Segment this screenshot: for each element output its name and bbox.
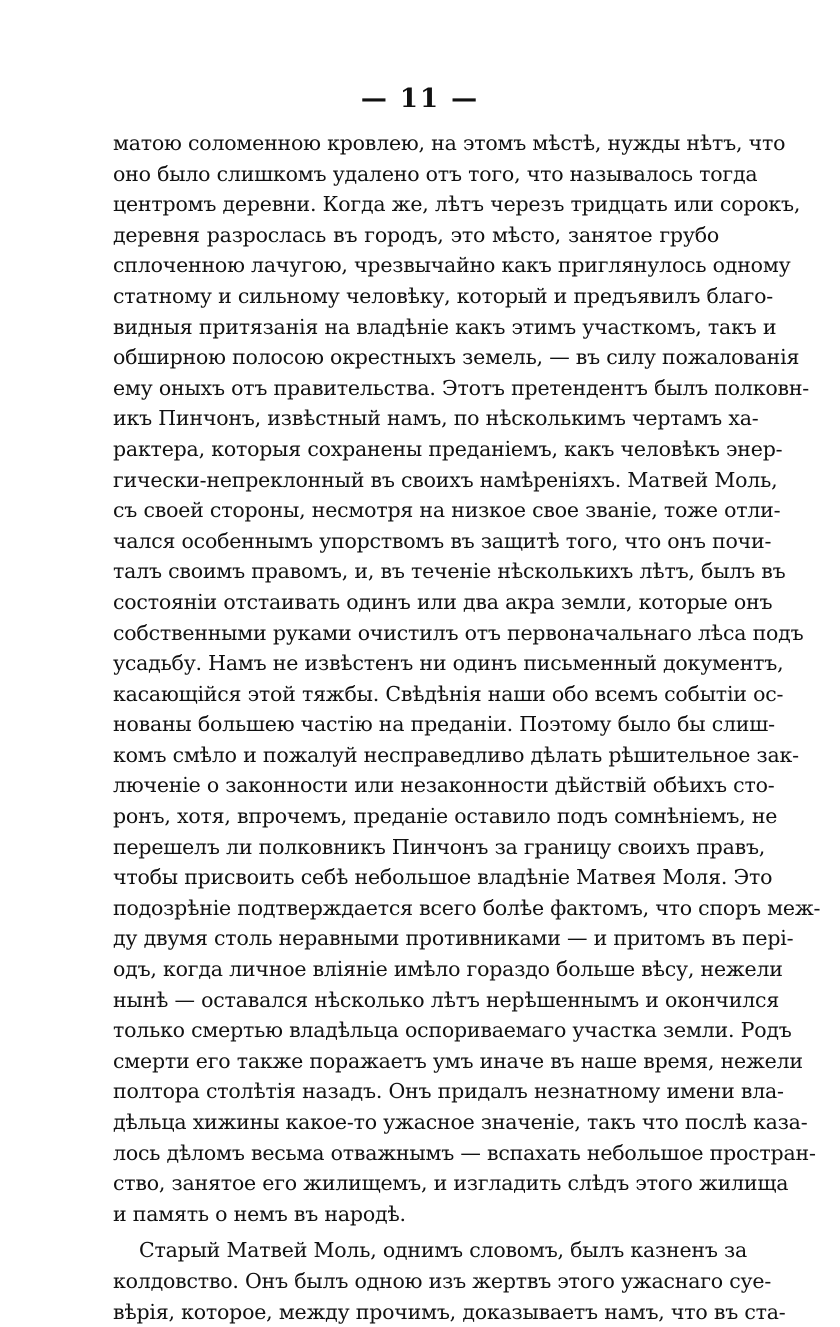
text-line: ронъ, хотя, впрочемъ, преданіе оставило подъ сомнѣніемъ, не: [113, 804, 778, 829]
text-line: матою соломенною кровлею, на этомъ мѣстѣ, нужды нѣтъ, что: [113, 131, 786, 155]
text-line: усадьбу. Намъ не извѣстенъ ни одинъ письменный документъ,: [113, 651, 784, 676]
text-line: рактера, которыя сохранены преданіемъ, какъ человѣкъ энер-: [113, 436, 783, 461]
text-line: перешелъ ли полковникъ Пинчонъ за границу своихъ правъ,: [113, 834, 766, 859]
text-line: только смертью владѣльца оспориваемаго участка земли. Родъ: [113, 1018, 792, 1043]
text-line: видныя притязанія на владѣніе какъ этимъ участкомъ, такъ и: [113, 314, 777, 339]
text-line: полтора столѣтія назадъ. Онъ придалъ незнатному имени вла-: [113, 1079, 784, 1104]
text-line: центромъ деревни. Когда же, лѣтъ черезъ тридцать или сорокъ,: [113, 192, 801, 217]
text-line: обширною полосою окрестныхъ земель, — въ силу пожалованія: [113, 345, 800, 370]
page-number: — 11 —: [360, 84, 480, 114]
text-line: и память о немъ въ народѣ.: [113, 1201, 406, 1226]
body-text: [113, 128, 821, 1327]
text-line: собственными руками очистилъ отъ первоначальнаго лѣса подъ: [113, 620, 804, 645]
text-line: подозрѣніе подтверждается всего болѣе фактомъ, что споръ меж-: [113, 895, 821, 920]
text-line: колдовство. Онъ былъ одною изъ жертвъ этого ужаснаго суе-: [113, 1268, 772, 1293]
text-line: одъ, когда личное вліяніе имѣло гораздо больше вѣсу, нежели: [113, 957, 783, 982]
text-line: люченіе о законности или незаконности дѣйствій обѣихъ сто-: [113, 773, 775, 798]
text-line: дѣльца хижины какое-то ужасное значеніе, такъ что послѣ каза-: [113, 1110, 808, 1134]
text-line: ему оныхъ отъ правительства. Этотъ претендентъ былъ полковн-: [113, 375, 810, 400]
text-line: ство, занятое его жилищемъ, и изгладить слѣдъ этого жилища: [113, 1171, 789, 1196]
text-line: вѣрія, которое, между прочимъ, доказываетъ намъ, что въ ста-: [113, 1299, 786, 1324]
text-line: Старый Матвей Моль, однимъ словомъ, былъ казненъ за: [139, 1238, 748, 1263]
paragraph-2: [113, 1235, 786, 1327]
text-line: икъ Пинчонъ, извѣстный намъ, по нѣсколькимъ чертамъ ха-: [113, 406, 759, 431]
text-line: касающійся этой тяжбы. Свѣдѣнія наши обо всемъ событіи ос-: [113, 681, 784, 706]
text-line: оно было слишкомъ удалено отъ того, что называлось тогда: [113, 161, 758, 186]
text-line: чтобы присвоить себѣ небольшое владѣніе Матвея Моля. Это: [113, 865, 773, 890]
text-line: состояніи отстаивать одинъ или два акра земли, которые онъ: [113, 589, 773, 614]
text-line: чался особеннымъ упорствомъ въ защитѣ того, что онъ почи-: [113, 528, 772, 553]
text-line: ду двумя столь неравными противниками — и притомъ въ пері-: [113, 926, 794, 951]
text-line: гически-непреклонный въ своихъ намѣреніяхъ. Матвей Моль,: [113, 467, 778, 492]
text-line: съ своей стороны, несмотря на низкое свое званіе, тоже отли-: [113, 498, 781, 523]
text-line: сплоченною лачугою, чрезвычайно какъ приглянулось одному: [113, 253, 791, 278]
text-line: комъ смѣло и пожалуй несправедливо дѣлать рѣшительное зак-: [113, 742, 799, 767]
text-line: статному и сильному человѣку, который и предъявилъ благо-: [113, 283, 773, 308]
text-line: лось дѣломъ весьма отважнымъ — вспахать небольшое простран-: [113, 1140, 816, 1165]
text-line: деревня разрослась въ городъ, это мѣсто, занятое грубо: [113, 222, 719, 247]
text-line: талъ своимъ правомъ, и, въ теченіе нѣсколькихъ лѣтъ, былъ въ: [113, 559, 786, 584]
paragraph-1: [113, 128, 821, 1229]
text-line: нованы большею частію на преданіи. Поэтому было бы слиш-: [113, 712, 775, 737]
text-line: смерти его также поражаетъ умъ иначе въ наше время, нежели: [113, 1048, 803, 1073]
text-line: нынѣ — оставался нѣсколько лѣтъ нерѣшеннымъ и окончился: [113, 987, 780, 1012]
